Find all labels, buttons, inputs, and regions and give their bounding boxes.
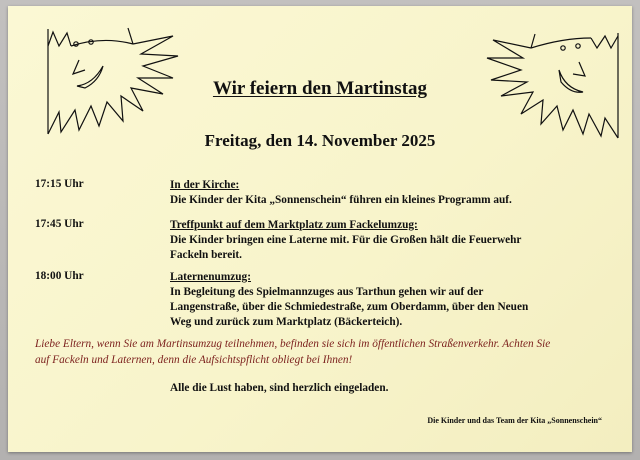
signature: Die Kinder und das Team der Kita „Sonnenschein“ [427, 416, 602, 425]
page-title: Wir feiern den Martinstag [212, 78, 428, 99]
schedule-time-1: 17:15 Uhr [35, 178, 84, 190]
schedule-line: Die Kinder bringen eine Laterne mit. Für die Großen hält die Feuerwehr [170, 234, 522, 246]
schedule-heading-3: Laternenumzug: [170, 271, 251, 283]
schedule-line: Die Kinder der Kita „Sonnenschein“ führen ein kleines Programm auf. [170, 194, 512, 206]
notice-line: Liebe Eltern, wenn Sie am Martinsumzug teilnehmen, befinden sie sich im öffentlichen Straßenverkehr. Achten Sie [35, 338, 551, 350]
schedule-time-2: 17:45 Uhr [35, 218, 84, 230]
schedule-item-1 [170, 178, 590, 208]
schedule-heading-2: Treffpunkt auf dem Marktplatz zum Fackelumzug: [170, 219, 418, 231]
schedule-item-2 [170, 218, 590, 263]
parent-notice [35, 337, 620, 368]
invitation-text: Alle die Lust haben, sind herzlich eingeladen. [170, 382, 389, 394]
schedule-line: Langenstraße, über die Schmiedestraße, zum Oberdamm, über den Neuen [170, 301, 529, 313]
schedule-line: In Begleitung des Spielmannzuges aus Tarthun gehen wir auf der [170, 286, 484, 298]
schedule-time-3: 18:00 Uhr [35, 270, 84, 282]
schedule-heading-1: In der Kirche: [170, 179, 240, 191]
schedule-item-3 [170, 270, 590, 330]
notice-line: auf Fackeln und Laternen, denn die Aufsichtspflicht obliegt bei Ihnen! [35, 353, 353, 366]
event-date: Freitag, den 14. November 2025 [204, 131, 436, 150]
schedule-line: Weg und zurück zum Marktplatz (Bäckerteich). [170, 316, 403, 328]
schedule-line: Fackeln bereit. [170, 249, 242, 261]
flyer-sheet [8, 6, 632, 452]
